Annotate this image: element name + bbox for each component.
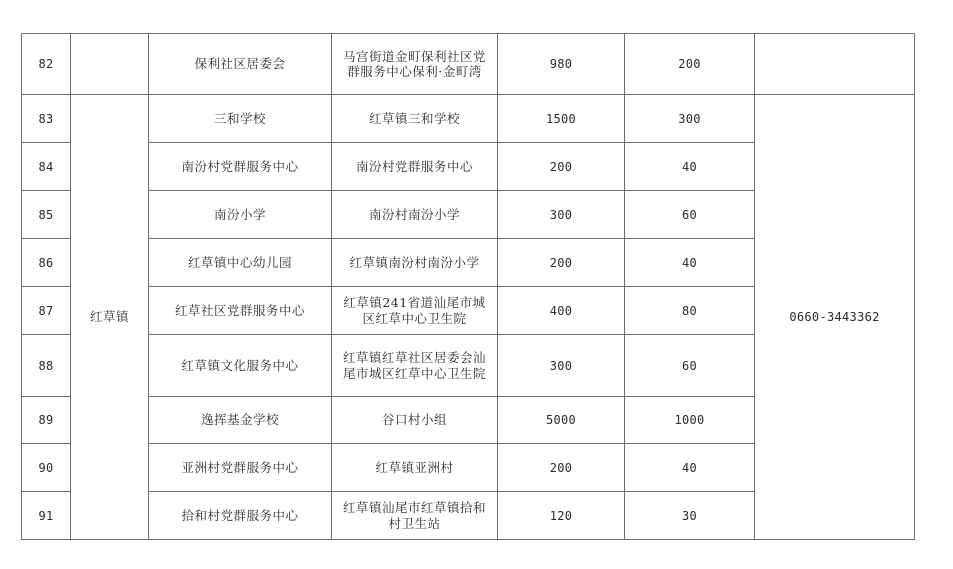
area: 1000: [625, 397, 755, 444]
capacity: 200: [498, 143, 625, 191]
capacity: 200: [498, 444, 625, 492]
row-number: 84: [22, 143, 71, 191]
site-address: 南汾村党群服务中心: [332, 143, 498, 191]
table-row: [22, 34, 915, 95]
area: 40: [625, 444, 755, 492]
area: 80: [625, 287, 755, 335]
site-name: 保利社区居委会: [149, 34, 332, 95]
row-number: 89: [22, 397, 71, 444]
site-address: 红草镇汕尾市红草镇拾和村卫生站: [332, 492, 498, 540]
row-number: 88: [22, 335, 71, 397]
site-address: 马宫街道金町保利社区党群服务中心保利·金町湾: [332, 34, 498, 95]
area: 200: [625, 34, 755, 95]
site-address: 红草镇红草社区居委会汕尾市城区红草中心卫生院: [332, 335, 498, 397]
site-address: 红草镇亚洲村: [332, 444, 498, 492]
row-number: 85: [22, 191, 71, 239]
contact-phone: 0660-3443362: [755, 95, 915, 540]
site-address: 红草镇南汾村南汾小学: [332, 239, 498, 287]
capacity: 980: [498, 34, 625, 95]
site-name: 三和学校: [149, 95, 332, 143]
table-row: [22, 95, 915, 143]
row-number: 87: [22, 287, 71, 335]
area: 40: [625, 143, 755, 191]
capacity: 300: [498, 191, 625, 239]
site-name: 红草镇文化服务中心: [149, 335, 332, 397]
site-address: 谷口村小组: [332, 397, 498, 444]
capacity: 200: [498, 239, 625, 287]
site-name: 逸挥基金学校: [149, 397, 332, 444]
capacity: 300: [498, 335, 625, 397]
row-number: 91: [22, 492, 71, 540]
row-number: 90: [22, 444, 71, 492]
site-address: 红草镇241省道汕尾市城区红草中心卫生院: [332, 287, 498, 335]
row-number: 82: [22, 34, 71, 95]
area: 30: [625, 492, 755, 540]
capacity: 120: [498, 492, 625, 540]
town-name: 红草镇: [71, 95, 149, 540]
site-name: 红草社区党群服务中心: [149, 287, 332, 335]
site-name: 南汾小学: [149, 191, 332, 239]
capacity: 5000: [498, 397, 625, 444]
site-address: 红草镇三和学校: [332, 95, 498, 143]
site-name: 红草镇中心幼儿园: [149, 239, 332, 287]
area: 60: [625, 335, 755, 397]
capacity: 1500: [498, 95, 625, 143]
phone-cell-blank: [755, 34, 915, 95]
area: 40: [625, 239, 755, 287]
site-address: 南汾村南汾小学: [332, 191, 498, 239]
site-name: 南汾村党群服务中心: [149, 143, 332, 191]
capacity: 400: [498, 287, 625, 335]
area: 300: [625, 95, 755, 143]
town-cell-blank: [71, 34, 149, 95]
row-number: 86: [22, 239, 71, 287]
area: 60: [625, 191, 755, 239]
site-name: 拾和村党群服务中心: [149, 492, 332, 540]
shelter-table: [21, 33, 915, 540]
site-name: 亚洲村党群服务中心: [149, 444, 332, 492]
row-number: 83: [22, 95, 71, 143]
